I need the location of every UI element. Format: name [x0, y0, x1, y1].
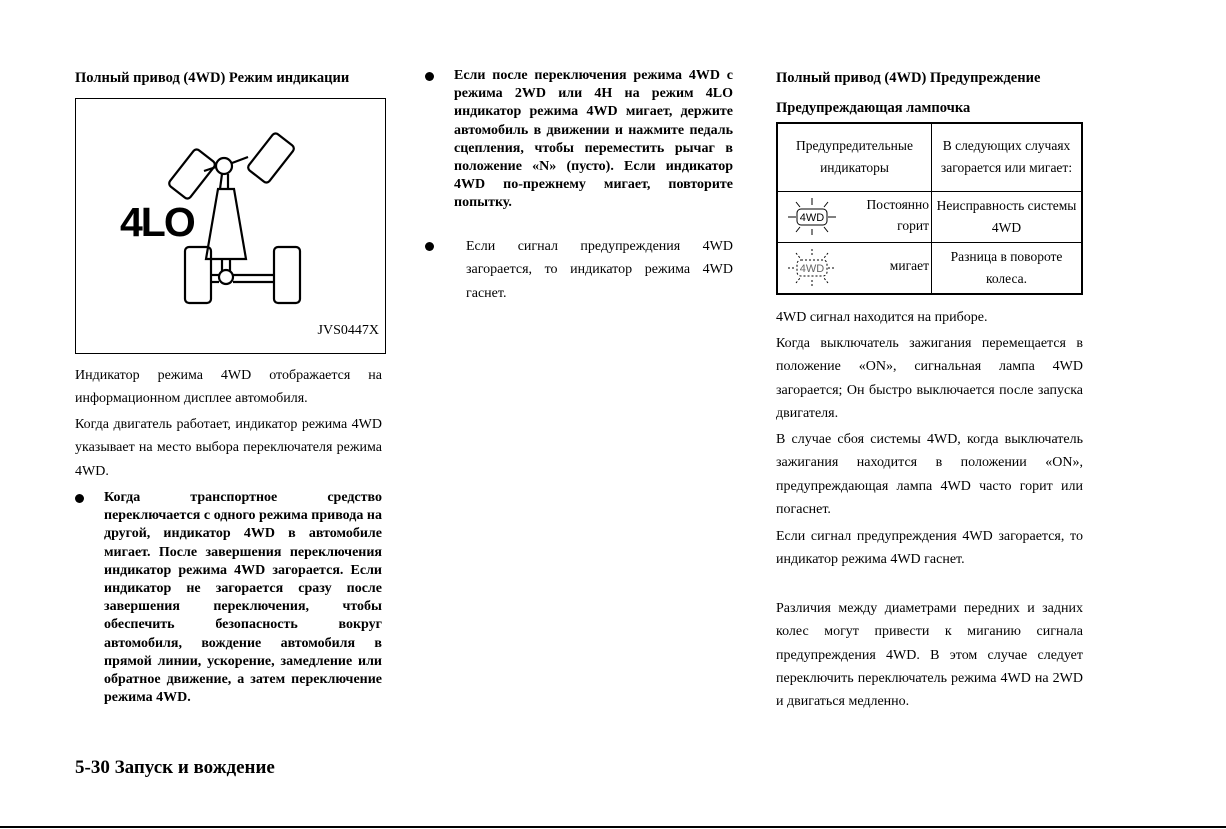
warning-lamp-table — [776, 122, 1083, 295]
table-row — [777, 242, 1082, 294]
indicator-cell — [777, 191, 932, 242]
paragraph: Когда двигатель работает, индикатор режима 4WD указывает на место выбора переключателя режима 4WD. — [75, 417, 382, 479]
lamp-state: мигает — [889, 257, 929, 273]
bullet-item: Если сигнал предупреждения 4WD загорается, то индикатор режима 4WD гаснет. — [466, 239, 733, 301]
paragraph: В случае сбоя системы 4WD, когда выключатель зажигания находится в положении «ON», предупреждающая лампа 4WD часто горит или погаснет. — [776, 432, 1083, 517]
bullet-dot — [425, 242, 434, 251]
subheading-warning-lamp: Предупреждающая лампочка — [776, 100, 971, 116]
figure-id: JVS0447X — [317, 323, 379, 338]
4wd-icon-text: 4WD — [799, 211, 825, 224]
4wd-warning-lamp-icon — [782, 196, 842, 236]
4lo-label: 4LO — [120, 199, 194, 245]
indicator-cell — [777, 242, 932, 294]
section-heading-indicator: Полный привод (4WD) Режим индикации — [75, 70, 350, 86]
page-footer: 5-30 Запуск и вождение — [75, 757, 275, 778]
table-header-indicators: Предупредительные индикаторы — [777, 123, 932, 191]
bullet-item: Если после переключения режима 4WD с режима 2WD или 4H на режим 4LO индикатор режима 4WD мигает, держите автомобиль в движении и нажмите педаль сцепления, чтобы переместить рычаг в положение «N» (пусто). Если индикатор 4WD по-прежнему мигает, повторите попытку. — [454, 68, 733, 211]
paragraph: 4WD сигнал находится на приборе. — [776, 310, 988, 325]
table-header-cases: В следующих случаях загорается или мигает: — [932, 123, 1083, 191]
paragraph: Если сигнал предупреждения 4WD загорается, то индикатор режима 4WD гаснет. — [776, 529, 1083, 568]
lamp-state: Постоянно горит — [866, 196, 929, 233]
lamp-reason: Неисправность системы 4WD — [932, 191, 1083, 242]
paragraph: Различия между диаметрами передних и задних колес могут привести к миганию сигнала предупреждения 4WD. В этом случае следует переключить переключатель режима 4WD на 2WD и двигаться медленно. — [776, 601, 1083, 710]
paragraph: Индикатор режима 4WD отображается на информационном дисплее автомобиля. — [75, 368, 382, 407]
4wd-warning-lamp-flashing-icon — [782, 247, 842, 287]
lamp-reason: Разница в повороте колеса. — [932, 242, 1083, 294]
paragraph: Когда выключатель зажигания перемещается в положение «ON», сигнальная лампа 4WD загорается; Он быстро выключается после запуска двигателя. — [776, 336, 1083, 421]
bullet-dot — [425, 72, 434, 81]
table-row — [777, 191, 1082, 242]
bottom-rule — [0, 826, 1226, 828]
figure-4lo-indicator — [75, 98, 386, 354]
4wd-icon-text: 4WD — [799, 262, 825, 275]
bullet-item: Когда транспортное средство переключается с одного режима привода на другой, индикатор 4WD в автомобиле мигает. После завершения переключения индикатор режима 4WD загорается. Если индикатор не загорается сразу после завершения переключения, чтобы обеспечить безопасность вокруг автомобиля, вождение автомобиля в прямой линии, ускорение, замедление или обратное движение, а затем переключение режима 4WD. — [104, 490, 382, 706]
bullet-dot — [75, 494, 84, 503]
section-heading-warning: Полный привод (4WD) Предупреждение — [776, 70, 1041, 86]
